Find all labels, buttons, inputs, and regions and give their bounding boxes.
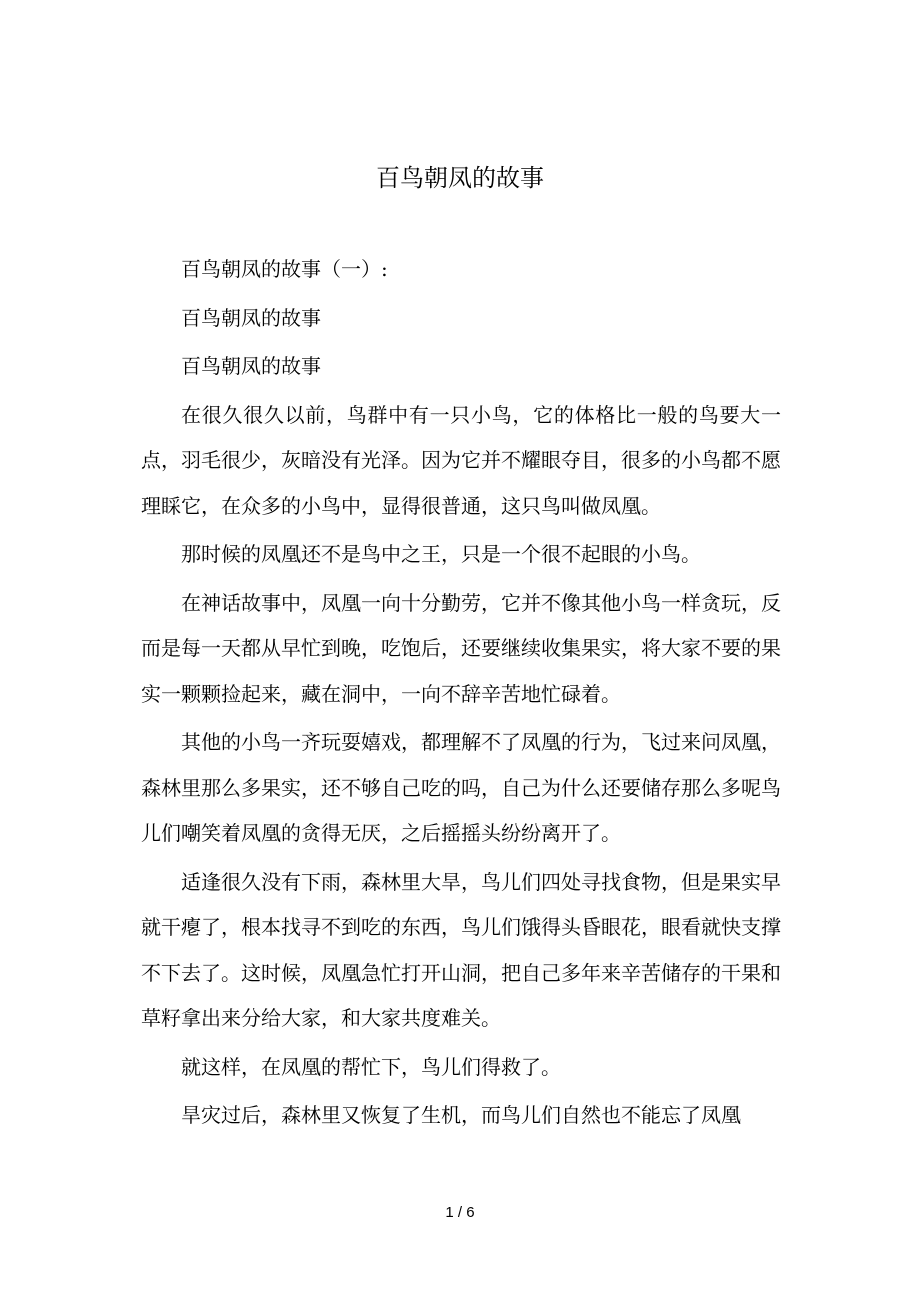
paragraph: 旱灾过后，森林里又恢复了生机，而鸟儿们自然也不能忘了凤凰 (181, 1103, 741, 1127)
paragraph: 在很久很久以前，鸟群中有一只小鸟，它的体格比一般的鸟要大一点，羽毛很少，灰暗没有光泽。因为它并不耀眼夺目，很多的小鸟都不愿理睬它，在众多的小鸟中，显得很普通，这只鸟叫做凤凰。 (141, 402, 781, 518)
paragraph: 百鸟朝凤的故事 (181, 354, 321, 378)
paragraph: 在神话故事中，凤凰一向十分勤劳，它并不像其他小鸟一样贪玩，反而是每一天都从早忙到晚，吃饱后，还要继续收集果实，将大家不要的果实一颗颗捡起来，藏在洞中，一向不辞辛苦地忙碌着。 (141, 590, 781, 706)
paragraph: 百鸟朝凤的故事 (181, 305, 321, 330)
page-number: 1 / 6 (445, 1204, 475, 1221)
paragraph: 就这样，在凤凰的帮忙下，鸟儿们得救了。 (181, 1054, 561, 1079)
paragraph: 那时候的凤凰还不是鸟中之王，只是一个很不起眼的小鸟。 (181, 542, 701, 566)
paragraph: 其他的小鸟一齐玩耍嬉戏，都理解不了凤凰的行为，飞过来问凤凰，森林里那么多果实，还不够自己吃的吗，自己为什么还要储存那么多呢鸟儿们嘲笑着凤凰的贪得无厌，之后摇摇头纷纷离开了。 (141, 730, 781, 845)
document-body (141, 247, 781, 1142)
document-title: 百鸟朝凤的故事 (376, 164, 544, 192)
paragraph: 适逢很久没有下雨，森林里大旱，鸟儿们四处寻找食物，但是果实早就干瘪了，根本找寻不到吃的东西，鸟儿们饿得头昏眼花，眼看就快支撑不下去了。这时候，凤凰急忙打开山洞，把自己多年来辛苦储存的干果和草籽拿出来分给大家，和大家共度难关。 (141, 869, 781, 1030)
paragraph: 百鸟朝凤的故事（一）: (181, 257, 388, 281)
